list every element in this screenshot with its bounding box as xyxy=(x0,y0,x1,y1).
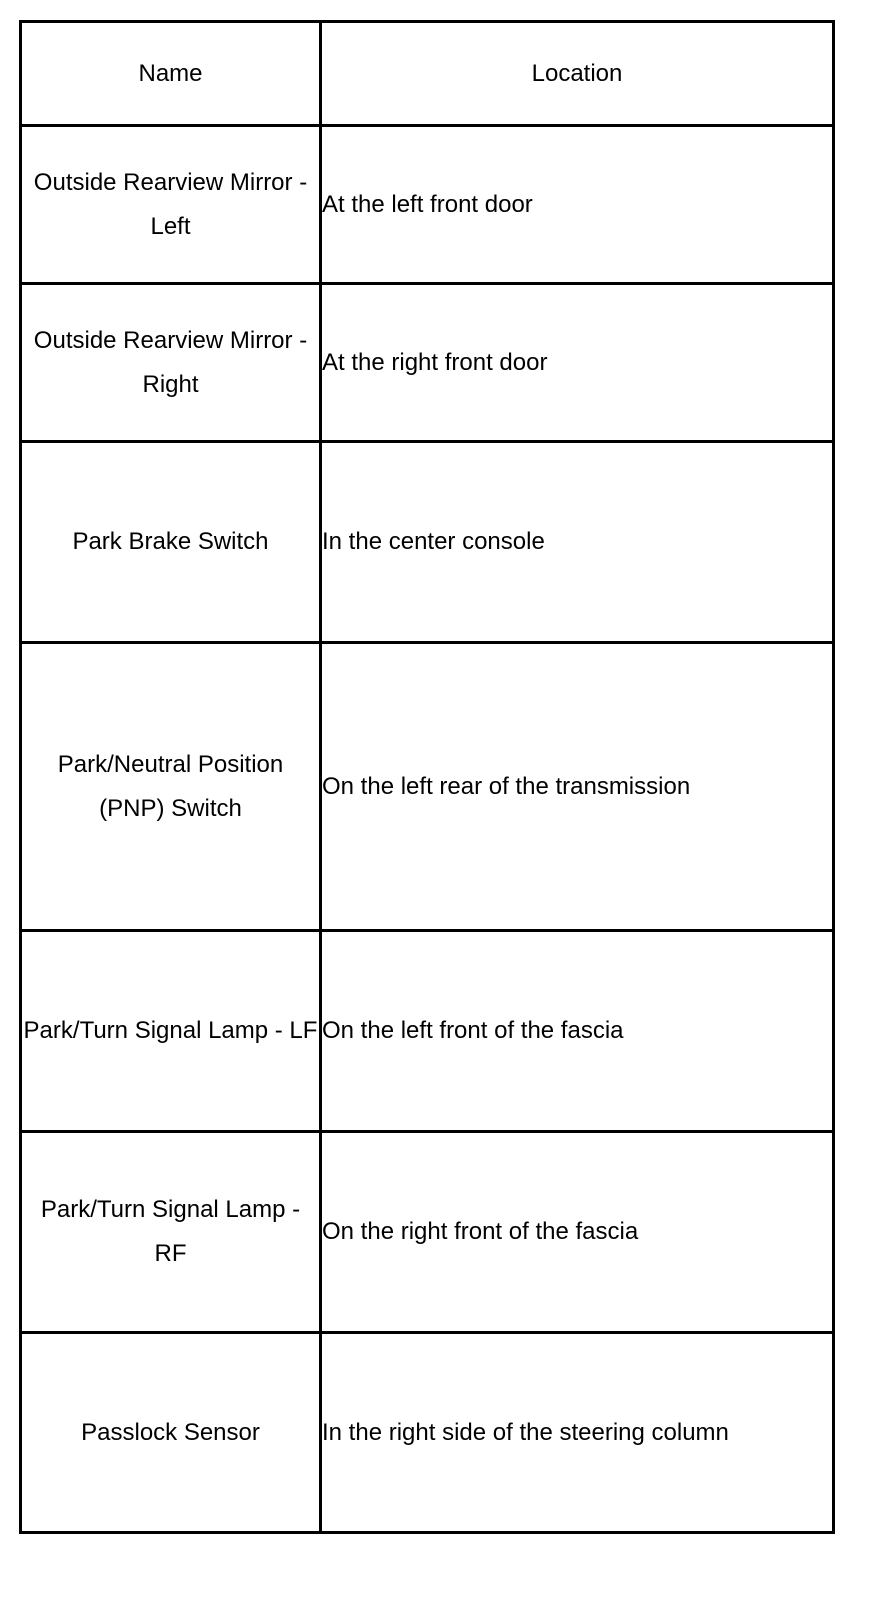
component-location-cell: On the right front of the fascia xyxy=(321,1132,834,1333)
component-location-cell: At the left front door xyxy=(321,126,834,284)
component-location-cell: In the right side of the steering column xyxy=(321,1333,834,1533)
table-row xyxy=(21,643,834,931)
component-name-cell: Outside Rearview Mirror - Right xyxy=(21,284,321,442)
table-row xyxy=(21,1333,834,1533)
table-row xyxy=(21,126,834,284)
column-header-name: Name xyxy=(21,22,321,126)
component-location-cell: At the right front door xyxy=(321,284,834,442)
table-row xyxy=(21,1132,834,1333)
component-location-cell: On the left rear of the transmission xyxy=(321,643,834,931)
component-name-cell: Passlock Sensor xyxy=(21,1333,321,1533)
table-row xyxy=(21,442,834,643)
component-location-cell: On the left front of the fascia xyxy=(321,931,834,1132)
component-name-cell: Park/Turn Signal Lamp - RF xyxy=(21,1132,321,1333)
component-name-cell: Outside Rearview Mirror - Left xyxy=(21,126,321,284)
component-location-table xyxy=(19,20,835,1534)
table-row xyxy=(21,931,834,1132)
component-name-cell: Park/Neutral Position (PNP) Switch xyxy=(21,643,321,931)
component-name-cell: Park Brake Switch xyxy=(21,442,321,643)
table-row xyxy=(21,284,834,442)
table-header-row xyxy=(21,22,834,126)
component-location-cell: In the center console xyxy=(321,442,834,643)
column-header-location: Location xyxy=(321,22,834,126)
component-name-cell: Park/Turn Signal Lamp - LF xyxy=(21,931,321,1132)
